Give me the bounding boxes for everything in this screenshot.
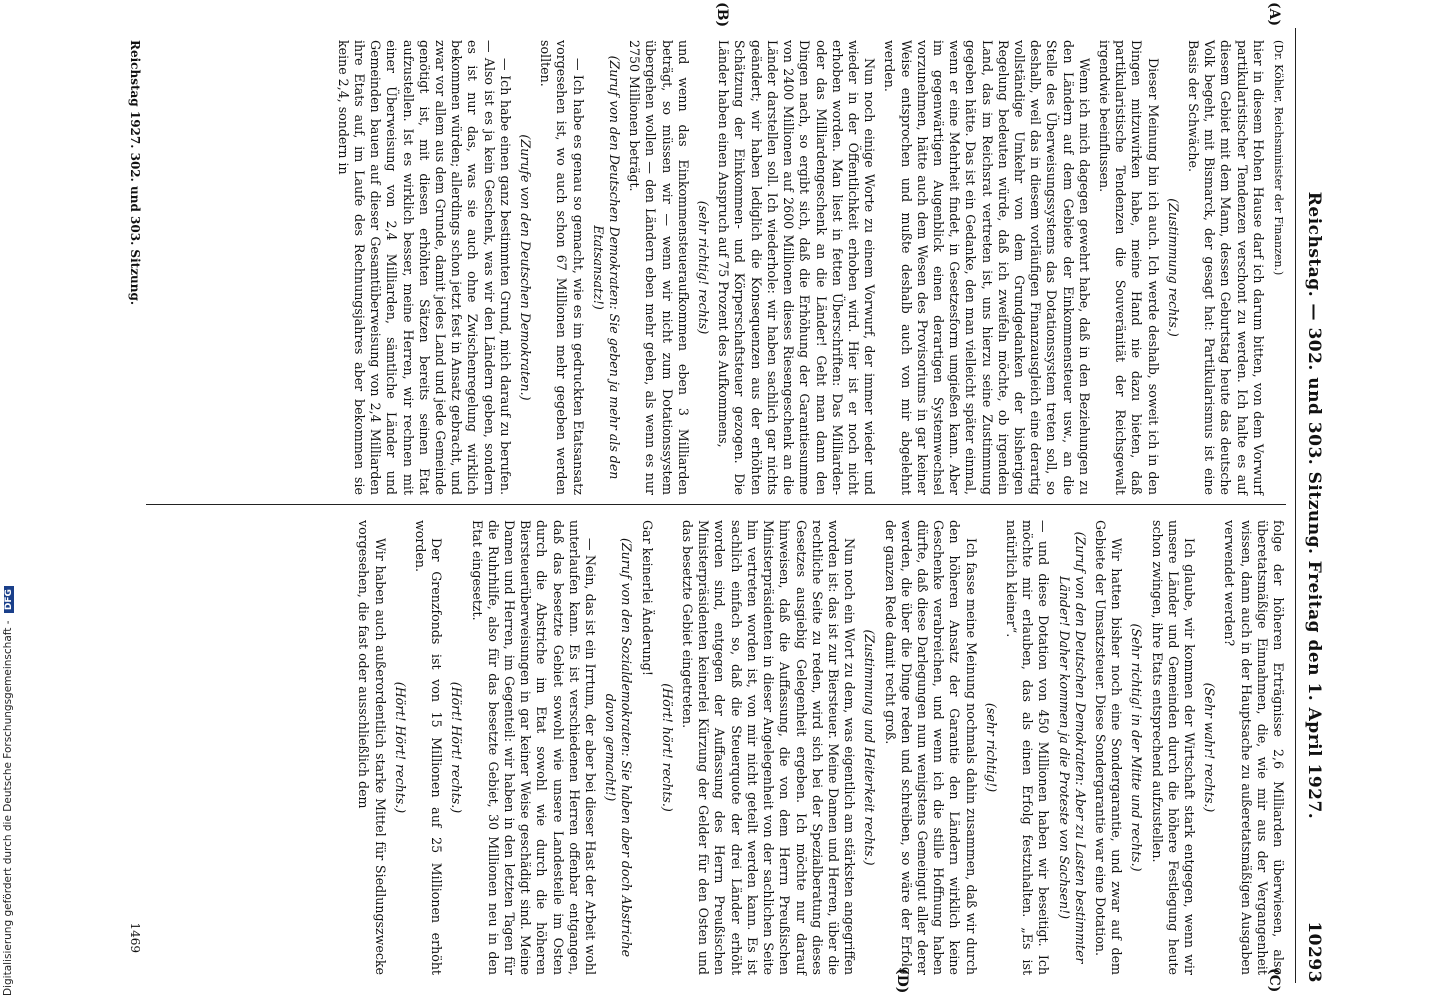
margin-letter-b: (B) (714, 2, 730, 28)
paragraph: folge der höheren Erträgnisse 2,6 Milliarden überwiesen, also überetatsmäßige Einnahmen, die, wie mir aus der Vergangenheit wissen, dann auch in der Hauptsache zu außeretatsmäßigen Ausgaben verwendet werden? (1222, 520, 1286, 975)
left-column (331, 40, 1286, 495)
paragraph: Nun noch einige Worte zu einem Vorwurf, der immer wieder und wieder in der Öffentlichkeit erhoben wird. Hier ist er noch nicht erhoben worden. Man liest in fetten Überschriften: Das Milliarden- oder das Milliardengeschenk an die Länder! Geht man dann den Dingen nach, so ergibt sich, daß die Erhöhung der Garantiesumme von 2400 Millionen auf 2600 Millionen dieses Riesengeschenk an die Länder darstellen soll. Ich wiederhole: wir haben sachlich gar nichts geändert; wir haben lediglich die Konsequenzen aus der erhöhten Schätzung der Einkommen- und Körperschaftsteuer gezogen. Die Länder haben einen Anspruch auf 75 Prozent des Aufkommens, (716, 40, 878, 495)
speaker-intro: (Dr. Köhler, Reichsminister der Finanzen.) (1272, 40, 1285, 276)
interjection: (Hört! Hört! rechts.) (449, 681, 465, 814)
margin-letter-d: (D) (894, 968, 910, 994)
interjection: (Zuruf von den Sozialdemokraten: Sie haben aber doch Abstriche davon gemacht!) (603, 537, 635, 958)
interjection: (Zustimmung rechts.) (1165, 198, 1181, 337)
paragraph: — Ich habe einen ganz bestimmten Grund, mich darauf zu berufen. — Also ist es ja kein Geschenk, was wir den Ländern geben, sondern es ist nur das, was sie auch ohne Zwischenregelung wirklich bekommen würden; allerdings schon jetzt fest in Ansatz gebracht, und zwar vor allem aus dem Grunde, damit jedes Land und jede Gemeinde genötigt ist, mit diesen erhöhten Sätzen bereits seinen Etat aufzustellen. Ist es wirklich besser, meine Herren, wir rechnen mit einer Überweisung von 2,4 Milliarden, sämtliche Länder und Gemeinden bauen auf dieser Gesamtüberweisung von 2,4 Milliarden ihre Etats auf, im Laufe des Rechnungsjahres aber bekommen sie keine 2,4, sondern in (335, 40, 513, 495)
margin-letter-c: (C) (1266, 968, 1282, 993)
paragraph: hier in diesem Hohen Hause darf ich darum bitten, von dem Vorwurf partikularistischer Tendenzen verschont zu werden. Ich halte es auf diesem Gebiet mit dem Mann, dessen Geburtstag heute das deutsche Volk begeht, mit Bismarck, der gesagt hat: Partikularismus ist eine Basis der Schwäche. (1185, 40, 1266, 495)
paragraph: und wenn das Einkommensteueraufkommen eben 3 Milliarden beträgt, so müssen wir — wenn wir nicht zum Dotationssystem übergehen wollen — den Ländern eben mehr geben, als wenn es nur 2750 Millionen beträgt. (627, 40, 691, 495)
paragraph: — Ich habe es genau so gemacht, wie es im gedruckten Etatsansatz vorgesehen ist, wo auch schon 67 Millionen mehr gegeben werden sollten. (538, 40, 586, 495)
interjection: (Zuruf von den Deutschen Demokraten: Sie geben ja mehr als den Etatsansatz!) (590, 55, 623, 480)
digitization-credit (2, 6, 18, 996)
interjection: (Zustimmung und Heiterkeit rechts.) (862, 629, 878, 866)
interjection: (Hört! Hört! rechts.) (392, 681, 408, 814)
paragraph: Wenn ich mich dagegen gewehrt habe, daß in den Beziehungen zu den Ländern auf dem Gebiete der Einkommensteuer usw., an die Stelle des Überweisungssystems das Dotationssystem treten soll, so deshalb, weil das in diesem vorläufigen Finanzausgleich eine derartig vollständige Umkehr von dem Grundgedanken der bisherigen Regelung bedeuten würde, daß ich zweifeln möchte, ob irgendein Land, das im Reichsrat vertreten ist, uns hierzu seine Zustimmung gegeben hätte. Das ist ein Gedanke, den man vielleicht später einmal, wenn er eine Mehrheit findet, in Gesetzesform umgießen kann. Aber im gegenwärtigen Augenblick einen derartigen Systemwechsel vorzunehmen, hätte auch dem Wesen des Provisoriums in gar keiner Weise entsprochen und mußte deshalb auch von mir abgelehnt werden. (882, 40, 1092, 495)
paragraph: Wir haben auch außerordentlich starke Mittel für Siedlungszwecke vorgesehen, die fast oder ausschließlich dem (356, 520, 388, 975)
page-footer: Reichstag 1927. 302. und 303. Sitzung. (128, 40, 142, 306)
folio-number: 1469 (128, 922, 142, 953)
right-column (351, 520, 1286, 975)
paragraph: — Nein, das ist ein Irrtum, der aber bei dieser Hast der Arbeit wohl unterlaufen kann. Es ist verschiedenen Herren offenbar entgangen, daß das besetzte Gebiet sowohl wie unsere Landesteile im Osten durch die Abstriche im Etat sowohl wie durch die höheren Biersteuerüberweisungen in gar keiner Weise geschädigt sind. Meine Damen und Herren, im Gegenteil: wir haben in den letzten Tagen für die Ruhrhilfe, also für das besetzte Gebiet, 30 Millionen neu in den Etat eingesetzt. (469, 520, 599, 975)
interjection: (sehr richtig!) (983, 702, 999, 793)
page-number: 10293 (1304, 921, 1324, 983)
interjection: (Hört! hört! rechts.) (659, 683, 675, 812)
interjection: (sehr richtig! rechts) (696, 200, 712, 335)
page-header (1294, 28, 1324, 983)
document-page (60, 2, 1330, 994)
credit-text: Digitalisierung gefördert durch die Deutsche Forschungsgemeinschaft - (2, 620, 14, 996)
paragraph: Ich glaube, wir kommen der Wirtschaft stark entgegen, wenn wir unsere Länder und Gemeinden durch die höhere Festlegung heute schon zwingen, ihre Etats entsprechend aufzustellen. (1149, 520, 1197, 975)
paragraph: — und diese Dotation von 450 Millionen haben wir beseitigt. Ich möchte mir erlauben, das als einen Erfolg festzuhalten. „Es ist natürlich kleiner“. (1003, 520, 1052, 975)
header-rule (1295, 28, 1296, 983)
column-divider (146, 504, 1286, 505)
dfg-logo: DFG (4, 586, 14, 613)
header-title: Reichstag. — 302. und 303. Sitzung. Freitag den 1. April 1927. (1304, 191, 1324, 820)
interjection: (Zuruf von den Deutschen Demokraten: Aber zu Lasten bestimmter Länder! Daher kommen ja die Proteste von Sachsen!) (1056, 531, 1088, 964)
paragraph: Ich fasse meine Meinung nochmals dahin zusammen, daß wir durch den höheren Ansatz der Garantie den Ländern wirklich keine Geschenke verabreichen, und wenn ich die stille Hoffnung haben dürfte, daß diese Darlegungen nun wenigstens Gemeingut aller derer werden, die über die Dinge reden und schreiben, so wäre der Erfolg der ganzen Rede damit recht groß. (882, 520, 979, 975)
paragraph: Nun noch ein Wort zu dem, was eigentlich am stärksten angegriffen worden ist: das ist zur Biersteuer. Meine Damen und Herren, über die rechtliche Seite zu reden, wird sich bei der Spezialberatung dieses Gesetzes ausgiebig Gelegenheit ergeben. Ich möchte nur darauf hinweisen, daß die Auffassung, die von dem Herrn Preußischen Ministerpräsidenten in dieser Angelegenheit von der sachlichen Seite hin vertreten worden ist, von mir nicht geteilt werden kann. Es ist sachlich einfach so, daß die Steuerquote der drei Länder erhöht worden sind, entgegen der Auffassung des Herrn Preußischen Ministerpräsidenten keinerlei Kürzung der Gelder für den Osten und das besetzte Gebiet eingetreten. (680, 520, 858, 975)
interjection: (Sehr richtig! in der Mitte und rechts.) (1129, 623, 1145, 872)
paragraph: Der Grenzfonds ist von 15 Millionen auf 25 Millionen erhöht worden. (413, 520, 445, 975)
paragraph: Wir hatten bisher noch eine Sondergarantie, und zwar auf dem Gebiete der Umsatzsteuer. Diese Sondergarantie war eine Dotation. (1092, 520, 1125, 975)
interjection: (Sehr wahr! rechts.) (1202, 682, 1218, 813)
paragraph: Gar keinerlei Änderung! (639, 520, 655, 676)
paragraph: Dieser Meinung bin ich auch. Ich werde deshalb, soweit ich in den Dingen mitzuwirken habe, meine Hand nie dazu bieten, daß partikularistische Tendenzen die Souveränität der Reichsgewalt irgendwie beeinflussen. (1096, 40, 1161, 495)
interjection: (Zurufe von den Deutschen Demokraten.) (518, 134, 534, 401)
margin-letter-a: (A) (1266, 2, 1282, 27)
